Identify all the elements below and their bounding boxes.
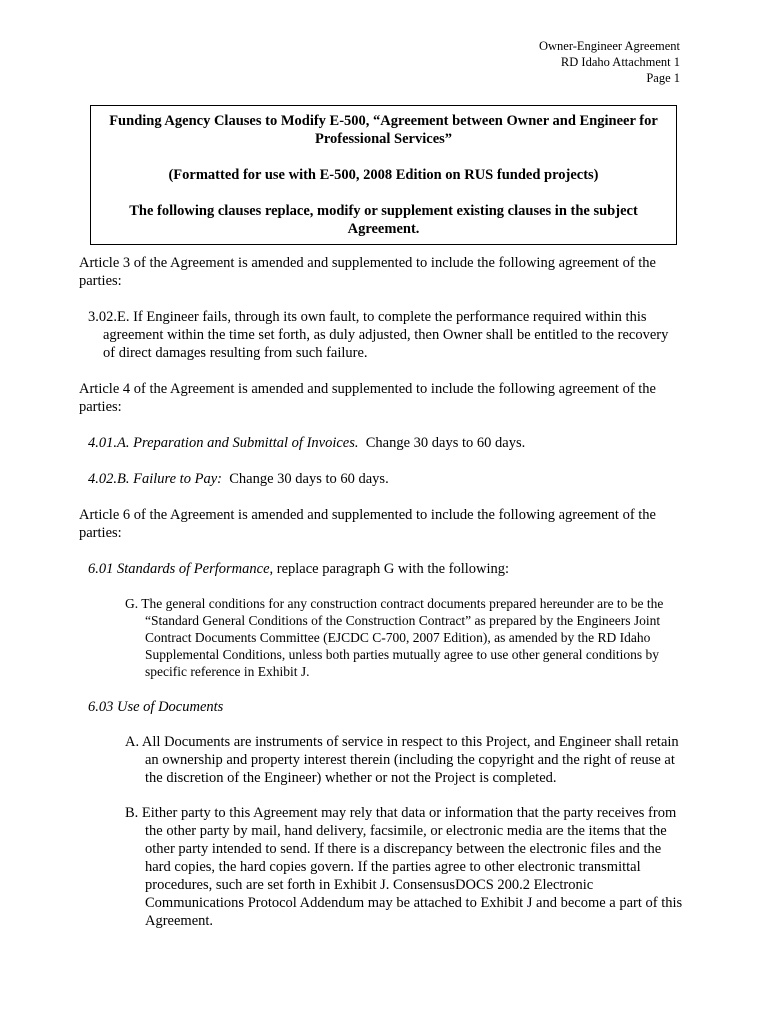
section-6-01-label: 6.01 Standards of Performance xyxy=(88,561,270,577)
clause-4-02-b-label: 4.02.B. Failure to Pay: xyxy=(88,471,222,487)
article4-intro: Article 4 of the Agreement is amended and supplemented to include the following agreement of the parties: xyxy=(79,381,656,415)
article3-intro: Article 3 of the Agreement is amended and supplemented to include the following agreement of the parties: xyxy=(79,255,656,289)
section-6-03 xyxy=(79,698,684,716)
paragraph-b: B. Either party to this Agreement may rely that data or information that the party receives from the other party by mail, hand delivery, facsimile, or electronic media are the items that the other party intended to send. If there is a discrepancy between the electronic files and the hard copies, the hard copies govern. If the parties agree to other electronic transmittal procedures, such are set forth in Exhibit J. ConsensusDOCS 200.2 Electronic Communications Protocol Addendum may be attached to Exhibit J and become a part of this Agreement. xyxy=(125,805,683,929)
section-6-01-text: , replace paragraph G with the following: xyxy=(269,561,510,577)
paragraph-a: A. All Documents are instruments of service in respect to this Project, and Engineer shall retain an ownership and property interest therein (including the copyright and the right of reuse at the discretion of the Engineer) whether or not the Project is completed. xyxy=(125,734,679,786)
clause-3-02-e: 3.02.E. If Engineer fails, through its own fault, to complete the performance required within this agreement within the time set forth, as duly adjusted, then Owner shall be entitled to the recovery of direct damages resulting from such failure. xyxy=(88,309,669,361)
instruction-note: The following clauses replace, modify or supplement existing clauses in the subject Agreement. xyxy=(129,203,638,237)
document-body xyxy=(79,254,684,930)
section-6-01 xyxy=(79,560,684,578)
title-box xyxy=(90,105,677,245)
clause-4-02-b-text: Change 30 days to 60 days. xyxy=(229,471,389,487)
header-agreement: Owner-Engineer Agreement xyxy=(538,39,680,53)
document-title: Funding Agency Clauses to Modify E-500, “Agreement between Owner and Engineer for Professional Services” xyxy=(109,113,658,147)
section-6-03-label: 6.03 Use of Documents xyxy=(88,699,224,715)
clause-4-01-a-text: Change 30 days to 60 days. xyxy=(365,435,526,451)
page-header xyxy=(539,38,680,86)
article6-intro: Article 6 of the Agreement is amended and supplemented to include the following agreement of the parties: xyxy=(79,507,656,541)
clause-4-01-a xyxy=(79,434,684,452)
clause-4-02-b xyxy=(79,470,684,488)
header-attachment: RD Idaho Attachment 1 xyxy=(560,55,680,69)
header-page-number: Page 1 xyxy=(646,71,680,85)
format-note: (Formatted for use with E-500, 2008 Edition on RUS funded projects) xyxy=(168,167,599,183)
clause-4-01-a-label: 4.01.A. Preparation and Submittal of Invoices. xyxy=(88,435,359,451)
paragraph-g: G. The general conditions for any construction contract documents prepared hereunder are to be the “Standard General Conditions of the Construction Contract” as prepared by the Engineers Joint Contract Documents Committee (EJCDC C-700, 2007 Edition), as amended by the RD Idaho Supplemental Conditions, unless both parties mutually agree to use other general conditions by specific reference in Exhibit J. xyxy=(125,596,664,679)
